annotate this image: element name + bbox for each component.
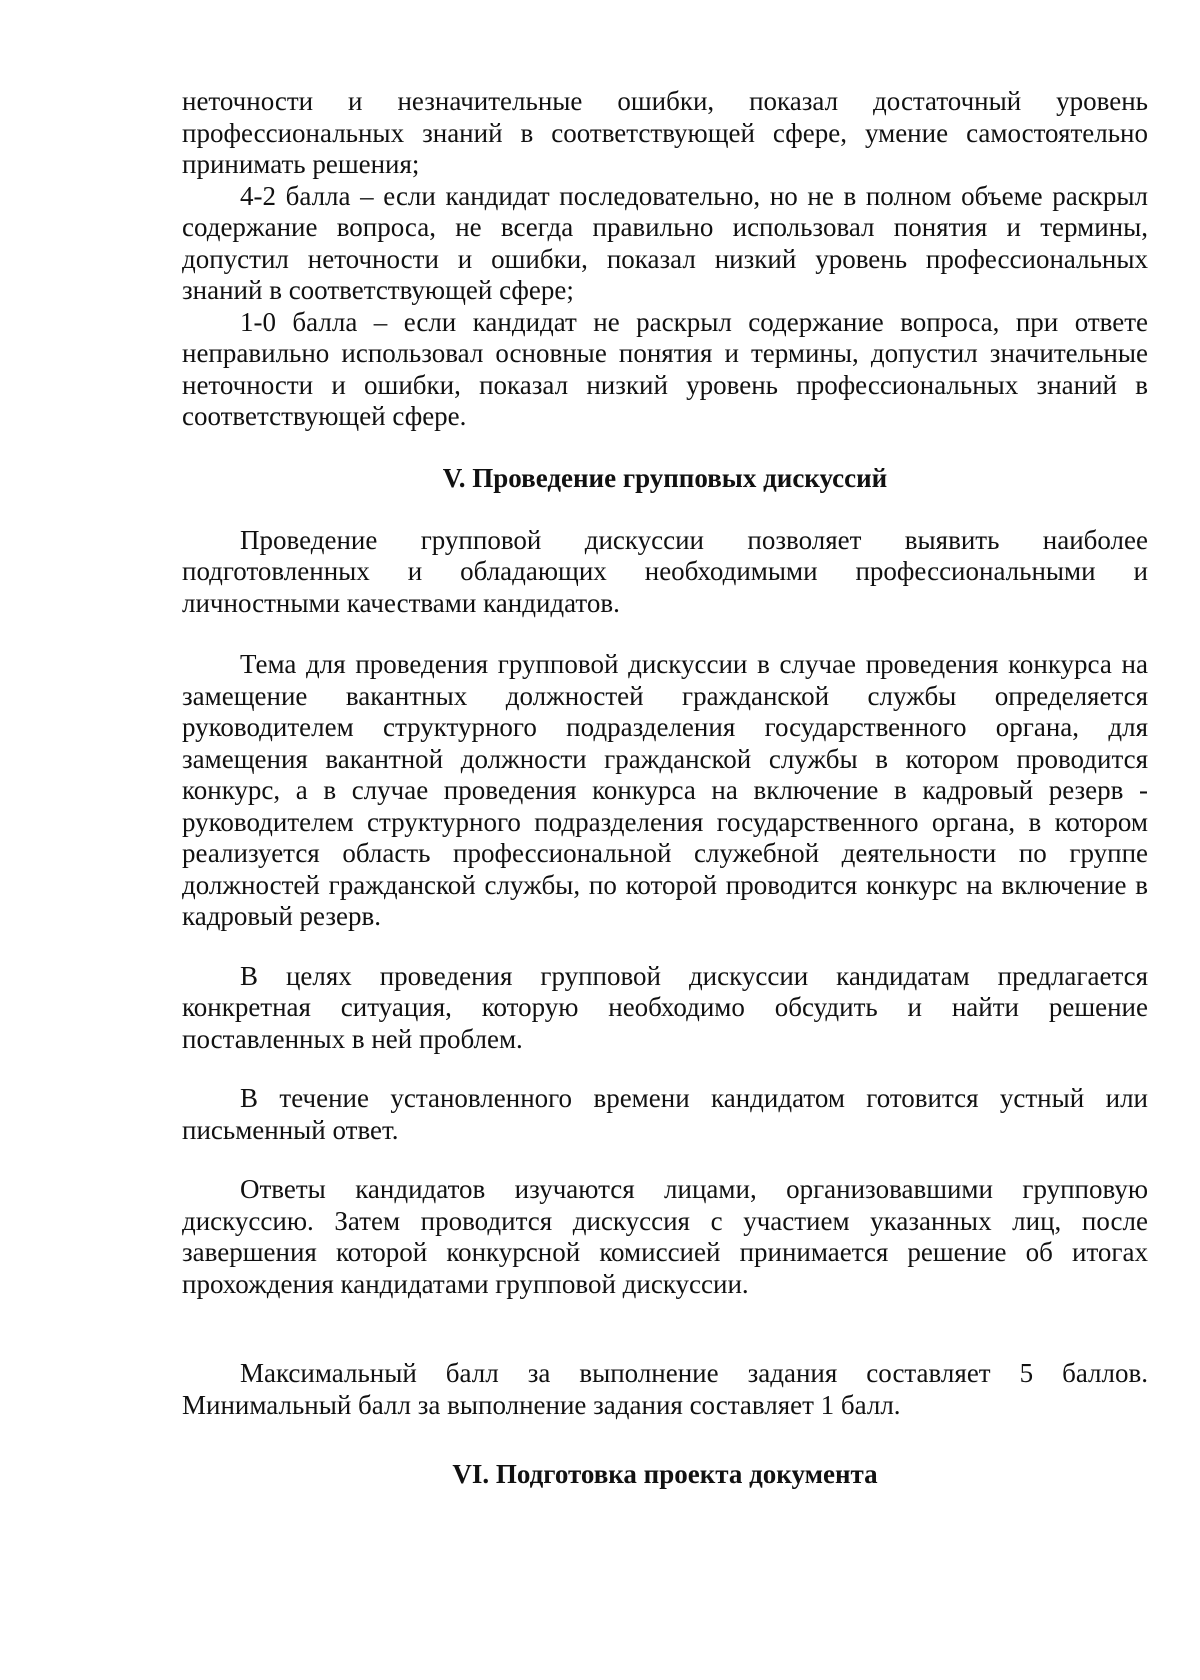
paragraph-discussion-purpose: Проведение групповой дискуссии позволяет выявить наиболее подготовленных и обладающих необходимыми профессиональными и личностными качествами кандидатов. (182, 524, 1148, 618)
paragraph-score-1-0: 1-0 балла – если кандидат не раскрыл содержание вопроса, при ответе неправильно использовал основные понятия и термины, допустил значительные неточности и ошибки, показал низкий уровень профессиональных знаний в соответствующей сфере. (182, 306, 1148, 431)
paragraph-discussion-situation: В целях проведения групповой дискуссии кандидатам предлагается конкретная ситуация, которую необходимо обсудить и найти решение поставленных в ней проблем. (182, 960, 1148, 1054)
paragraph-discussion-topic: Тема для проведения групповой дискуссии в случае проведения конкурса на замещение вакантных должностей гражданской службы определяется руководителем структурного подразделения государственного органа, для замещения вакантной должности гражданской службы в котором проводится конкурс, а в случае проведения конкурса на включение в кадровый резерв - руководителем структурного подразделения государственного органа, в котором реализуется область профессиональной служебной деятельности по группе должностей гражданской службы, по которой проводится конкурс на включение в кадровый резерв. (182, 649, 1148, 931)
section-heading-v: V. Проведение групповых дискуссий (442, 462, 888, 493)
paragraph-score-4-2: 4-2 балла – если кандидат последовательно, но не в полном объеме раскрыл содержание вопроса, не всегда правильно использовал понятия и термины, допустил неточности и ошибки, показал низкий уровень профессиональных знаний в соответствующей сфере; (182, 180, 1148, 305)
paragraph-discussion-answer: В течение установленного времени кандидатом готовится устный или письменный ответ. (182, 1083, 1148, 1145)
paragraph-score-range: Максимальный балл за выполнение задания составляет 5 баллов. Минимальный балл за выполнение задания составляет 1 балл. (182, 1358, 1148, 1420)
paragraph-discussion-review: Ответы кандидатов изучаются лицами, организовавшими групповую дискуссию. Затем проводится дискуссия с участием указанных лиц, после завершения которой конкурсной комиссией принимается решение об итогах прохождения кандидатами групповой дискуссии. (182, 1174, 1148, 1299)
section-heading-vi: VI. Подготовка проекта документа (452, 1459, 878, 1489)
paragraph-continuation: неточности и незначительные ошибки, показал достаточный уровень профессиональных знаний в соответствующей сфере, умение самостоятельно принимать решения; (182, 86, 1148, 179)
document-page (182, 86, 1148, 1491)
